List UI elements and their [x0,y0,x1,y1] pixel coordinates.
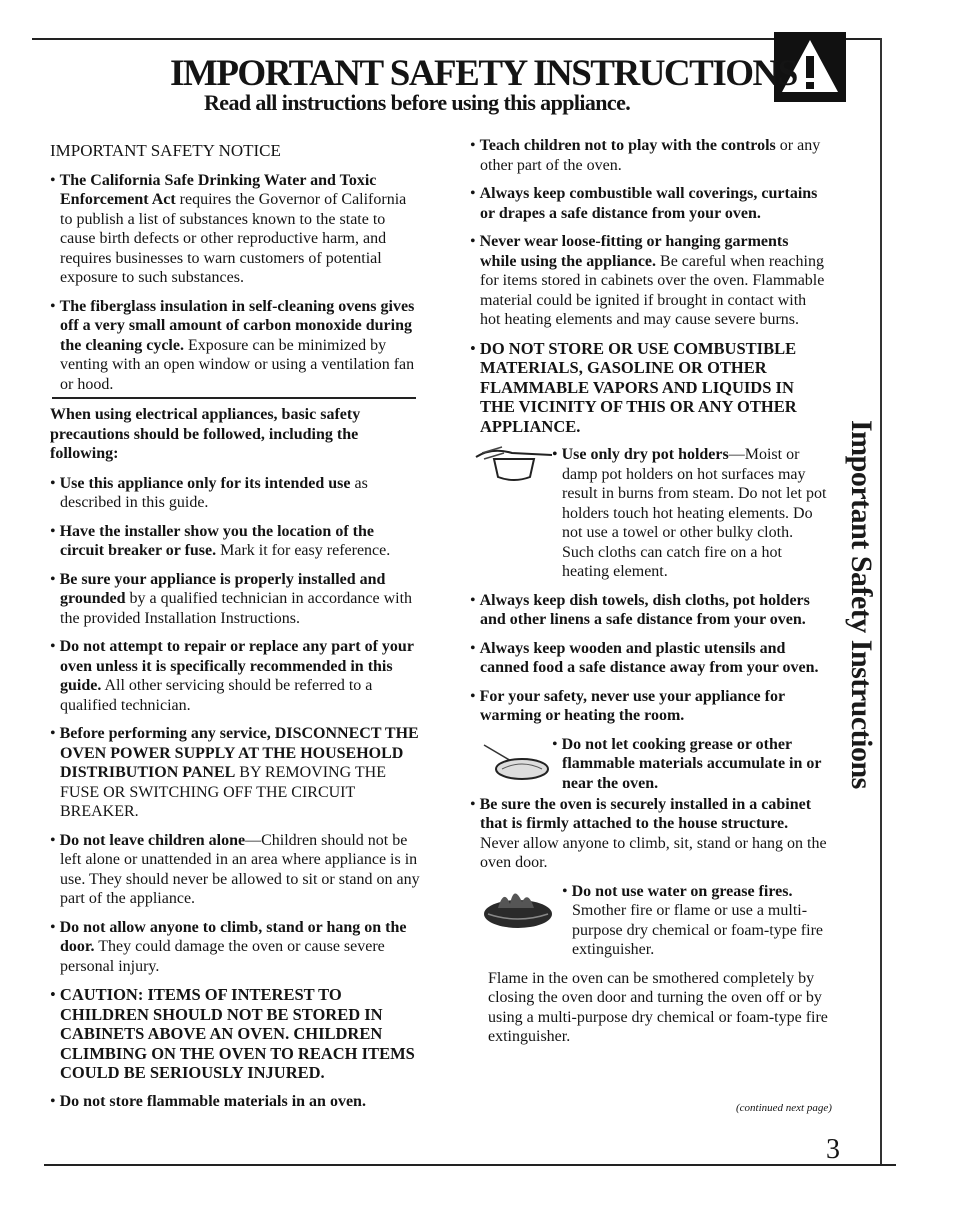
page-number: 3 [826,1134,840,1165]
safety-rule-bold: Use this appliance only for its intended use [59,474,351,492]
safety-rule-bold: Do not store flammable materials in an oven. [59,1092,366,1110]
page-subtitle: Read all instructions before using this appliance. [204,90,631,115]
safety-rule-bold: DO NOT STORE OR USE COMBUSTIBLE MATERIALS, GASOLINE OR OTHER FLAMMABLE VAPORS AND LIQUIDS IN THE VICINITY OF THIS OR ANY OTHER APPLIANCE. [479,338,797,436]
notice-item: • The California Safe Drinking Water and Toxic Enforcement Act requires the Governor of California to publish a list of substances known to the state to cause birth defects or other reproductive harm, and requires businesses to warn customers of potential exposure to such substances. [50,171,407,286]
safety-rule-bold: Teach children not to play with the controls [479,137,776,154]
safety-rule-text: or any other part of the oven. [480,137,821,174]
notice-item: • The fiberglass insulation in self-cleaning ovens gives off a very small amount of carbon monoxide during the cleaning cycle. Exposure can be minimized by venting with an open window or using a ventilation fan or hood. [50,297,415,393]
safety-rule: • Always keep wooden and plastic utensils and canned food a safe distance away from your oven. [470,639,819,676]
safety-rule-text: Never allow anyone to climb, sit, stand or hang on the oven door. [480,834,827,871]
safety-rule-text: by a qualified technician in accordance with the provided Installation Instructions. [60,590,413,627]
safety-rule: • Always keep combustible wall coverings, curtains or drapes a safe distance from your oven. [470,185,818,222]
safety-rule-bold: Do not allow anyone to climb, stand or hang on the door. [59,918,407,955]
safety-rule-text: Be careful when reaching for items stored in cabinets over the oven. Flammable material could be ignited if brought in contact with hot heating elements and may cause severe burns. [480,252,825,328]
water-bold: Do not use water on grease fires. [571,882,793,900]
side-title: Important Safety Instructions [845,420,878,789]
safety-rule: • Always keep dish towels, dish cloths, pot holders and other linens a safe distance from your oven. [470,591,810,628]
page-title: IMPORTANT SAFETY INSTRUCTIONS [170,53,797,94]
pot-holder-icon [472,443,558,483]
grease-rule: • Do not let cooking grease or other flammable materials accumulate in or near the oven. [552,735,822,792]
water-rule: • Do not use water on grease fires. Smother fire or flame or use a multi-purpose dry chemical or foam-type fire extinguisher. [562,882,824,958]
safety-rule: • Have the installer show you the location of the circuit breaker or fuse. Mark it for easy reference. [50,522,391,559]
safety-rule: • Teach children not to play with the controls or any other part of the oven. [470,137,821,174]
safety-rule-text: —Children should not be left alone or unattended in an area where appliance is in use. They should never be allowed to sit or stand on any part of the appliance. [60,831,420,907]
continued-note: (continued next page) [736,1102,832,1114]
safety-rule-text: They could damage the oven or cause severe personal injury. [60,938,385,975]
safety-rule-bold: CAUTION: ITEMS OF INTEREST TO CHILDREN SHOULD NOT BE STORED IN CABINETS ABOVE AN OVEN. CHILDREN CLIMBING ON THE OVEN TO REACH ITEMS COULD BE SERIOUSLY INJURED. [59,985,415,1082]
safety-rule-bold: Always keep combustible wall coverings, curtains or drapes a safe distance from your oven. [479,185,818,222]
safety-rule: • CAUTION: ITEMS OF INTEREST TO CHILDREN SHOULD NOT BE STORED IN CABINETS ABOVE AN OVEN. CHILDREN CLIMBING ON THE OVEN TO REACH ITEMS COULD BE SERIOUSLY INJURED. [50,985,415,1082]
precaution-heading: When using electrical appliances, basic safety precautions should be followed, including the following: [50,406,361,462]
flame-text: Flame in the oven can be smothered completely by closing the oven door and turning the oven off or by using a multi-purpose dry chemical or foam-type fire extinguisher. [488,969,828,1045]
water-text: Smother fire or flame or use a multi-purpose dry chemical or foam-type fire extinguisher. [572,902,824,958]
safety-rule-text: All other servicing should be referred to a qualified technician. [60,677,373,714]
pot-holder-text: —Moist or damp pot holders on hot surfaces may result in burns from steam. Do not let pot holders touch hot heating elements. Do not use a towel or other bulky cloth. Such cloths can catch fire on a hot heating element. [562,446,827,580]
top-rule [32,38,880,40]
safety-rule: • Do not leave children alone—Children should not be left alone or unattended in an area where appliance is in use. They should never be allowed to sit or stand on any part of the appliance. [50,831,420,907]
safety-rule: • Do not attempt to repair or replace any part of your oven unless it is specifically recommended in this guide. All other servicing should be referred to a qualified technician. [50,638,414,714]
grease-bold: Do not let cooking grease or other flammable materials accumulate in or near the oven. [561,735,822,792]
grease-block [470,735,828,795]
bottom-rule [44,1164,896,1166]
notice-item-text: requires the Governor of California to publish a list of substances known to the state to cause birth defects or other reproductive harm, and requires businesses to warn customers of potential exposure to such substances. [60,191,407,286]
safety-rule: • Do not store flammable materials in an oven. [50,1092,366,1110]
safety-rule-bold: Before performing any service, DISCONNECT THE OVEN POWER SUPPLY AT THE HOUSEHOLD DISTRIBUTION PANEL [59,725,419,781]
pot-holder-bold: Use only dry pot holders [561,446,729,463]
safety-rule-bold: Be sure your appliance is properly installed and grounded [59,570,386,607]
left-column-rules [50,405,422,1120]
pot-holder-block [470,445,828,582]
safety-rule: • Be sure your appliance is properly installed and grounded by a qualified technician in accordance with the provided Installation Instructions. [50,570,413,627]
safety-rule-text: BY REMOVING THE FUSE OR SWITCHING OFF THE CIRCUIT BREAKER. [60,764,386,820]
notice-item-bold: The California Safe Drinking Water and Toxic Enforcement Act [59,171,377,208]
safety-rule: • Before performing any service, DISCONNECT THE OVEN POWER SUPPLY AT THE HOUSEHOLD DISTRIBUTION PANEL BY REMOVING THE FUSE OR SWITCHING OFF THE CIRCUIT BREAKER. [50,725,419,820]
safety-rule: • DO NOT STORE OR USE COMBUSTIBLE MATERIALS, GASOLINE OR OTHER FLAMMABLE VAPORS AND LIQUIDS IN THE VICINITY OF THIS OR ANY OTHER APPLIANCE. [470,338,797,436]
safety-rule: • Do not allow anyone to climb, stand or hang on the door. They could damage the oven or cause severe personal injury. [50,918,407,975]
safety-rule-bold: Have the installer show you the location of the circuit breaker or fuse. [59,522,374,559]
water-block [470,882,828,960]
safety-rule-bold: Never wear loose-fitting or hanging garments while using the appliance. [479,233,789,270]
section-divider [52,397,416,399]
safety-rule-text: Mark it for easy reference. [216,542,391,559]
safety-rule-bold: Always keep wooden and plastic utensils and canned food a safe distance away from your oven. [479,639,819,676]
grease-fire-icon [478,884,558,932]
safety-rule-bold: Always keep dish towels, dish cloths, pot holders and other linens a safe distance from your oven. [479,591,810,628]
pot-holder-rule: • Use only dry pot holders—Moist or damp pot holders on hot surfaces may result in burns from steam. Do not let pot holders touch hot heating elements. Do not use a towel or other bulky cloth. Such cloths can catch fire on a hot heating element. [552,446,827,580]
safety-rule: • Use this appliance only for its intended use as described in this guide. [50,474,368,511]
grease-pan-icon [478,739,552,787]
safety-rule-bold: Do not attempt to repair or replace any part of your oven unless it is specifically recommended in this guide. [59,638,414,694]
safety-rule-text: as described in this guide. [60,474,368,511]
safety-rule: • Never wear loose-fitting or hanging garments while using the appliance. Be careful when reaching for items stored in cabinets over the oven. Flammable material could be ignited if brought in contact with hot heating elements and may cause severe burns. [470,233,825,328]
notice-heading: IMPORTANT SAFETY NOTICE [50,141,281,160]
safety-rule-bold: Be sure the oven is securely installed in a cabinet that is firmly attached to the house structure. [479,795,812,832]
right-rule [880,38,882,1166]
left-column [50,141,422,403]
right-column [470,136,828,1056]
notice-item-text: Exposure can be minimized by venting with an open window or using a ventilation fan or hood. [60,336,415,393]
safety-rule-bold: For your safety, never use your appliance for warming or heating the room. [479,687,785,724]
safety-rule-bold: Do not leave children alone [59,831,246,849]
safety-rule: • Be sure the oven is securely installed in a cabinet that is firmly attached to the house structure. Never allow anyone to climb, sit, stand or hang on the oven door. [470,795,827,871]
notice-item-bold: The fiberglass insulation in self-cleaning ovens gives off a very small amount of carbon monoxide during the cleaning cycle. [59,297,415,354]
safety-rule: • For your safety, never use your appliance for warming or heating the room. [470,687,785,724]
